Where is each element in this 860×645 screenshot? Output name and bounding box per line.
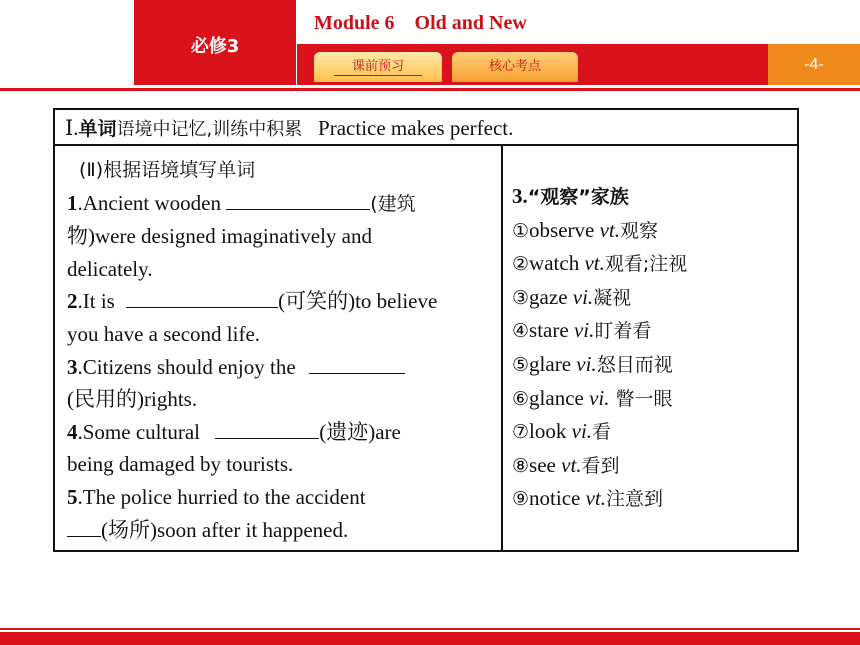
observe-word-1: ①observe vt.观察 [512,217,659,242]
question-4-line2: being damaged by tourists. [67,452,294,477]
answer-blank-2[interactable] [126,285,278,308]
answer-blank-4[interactable] [215,416,319,439]
section-label-bold: 单词 [78,118,117,140]
vocab-table [53,108,799,552]
question-5: 5.The police hurried to the accident [67,484,366,509]
section-label-rest: 语境中记忆,训练中积累 [116,119,303,140]
question-5-line2: (场所)soon after it happened. [67,514,497,547]
observe-word-2: ②watch vt.观看;注视 [512,251,688,276]
header-divider [0,88,860,91]
module-title: Module 6 Old and New [314,12,527,34]
tab-preview-label: 课前预习 [351,59,404,74]
tab-core-points-label: 核心考点 [488,59,541,74]
observe-word-4: ④stare vi.盯着看 [512,318,652,343]
observe-word-7: ⑦look vi.看 [512,419,612,444]
observe-word-5: ⑤glare vi.怒目而视 [512,351,673,376]
fill-in-heading: (Ⅱ)根据语境填写单词 [79,159,256,181]
observe-word-9: ⑨notice vt.注意到 [512,486,664,511]
question-2: 2.It is (可笑的)to believe [67,285,497,318]
page-number: -4- [768,44,860,85]
observe-family-column [512,180,792,516]
question-1-line3: delicately. [67,256,153,281]
book-label-panel [134,0,296,85]
section-motto: Practice makes perfect. [318,116,514,140]
question-3-line2: (民用的)rights. [67,387,198,412]
question-4: 4.Some cultural (遗迹)are [67,416,497,449]
tab-core-points[interactable] [452,52,578,82]
footer-thin-line [0,628,860,630]
tab-active-underline [334,75,422,76]
book-label: 必修3 [190,36,240,57]
section-prefix: Ⅰ. [65,116,79,140]
observe-family-heading: 3.“观察”家族 [512,184,629,208]
question-1-line2: 物)were designed imaginatively and [67,224,372,249]
section-heading [55,110,797,146]
tab-preview[interactable] [314,52,442,82]
answer-blank-1[interactable] [226,187,370,210]
observe-word-8: ⑧see vt.看到 [512,452,620,477]
fill-in-column [67,154,497,546]
column-divider [501,146,503,550]
answer-blank-3[interactable] [309,351,405,374]
observe-word-3: ③gaze vi.凝视 [512,284,632,309]
answer-blank-5[interactable] [67,514,101,537]
question-2-line2: you have a second life. [67,321,261,346]
observe-word-6: ⑥glance vi. 瞥一眼 [512,385,673,410]
question-1: 1.Ancient wooden (建筑 [67,187,497,221]
question-3: 3.Citizens should enjoy the [67,351,497,384]
footer-bar [0,632,860,645]
